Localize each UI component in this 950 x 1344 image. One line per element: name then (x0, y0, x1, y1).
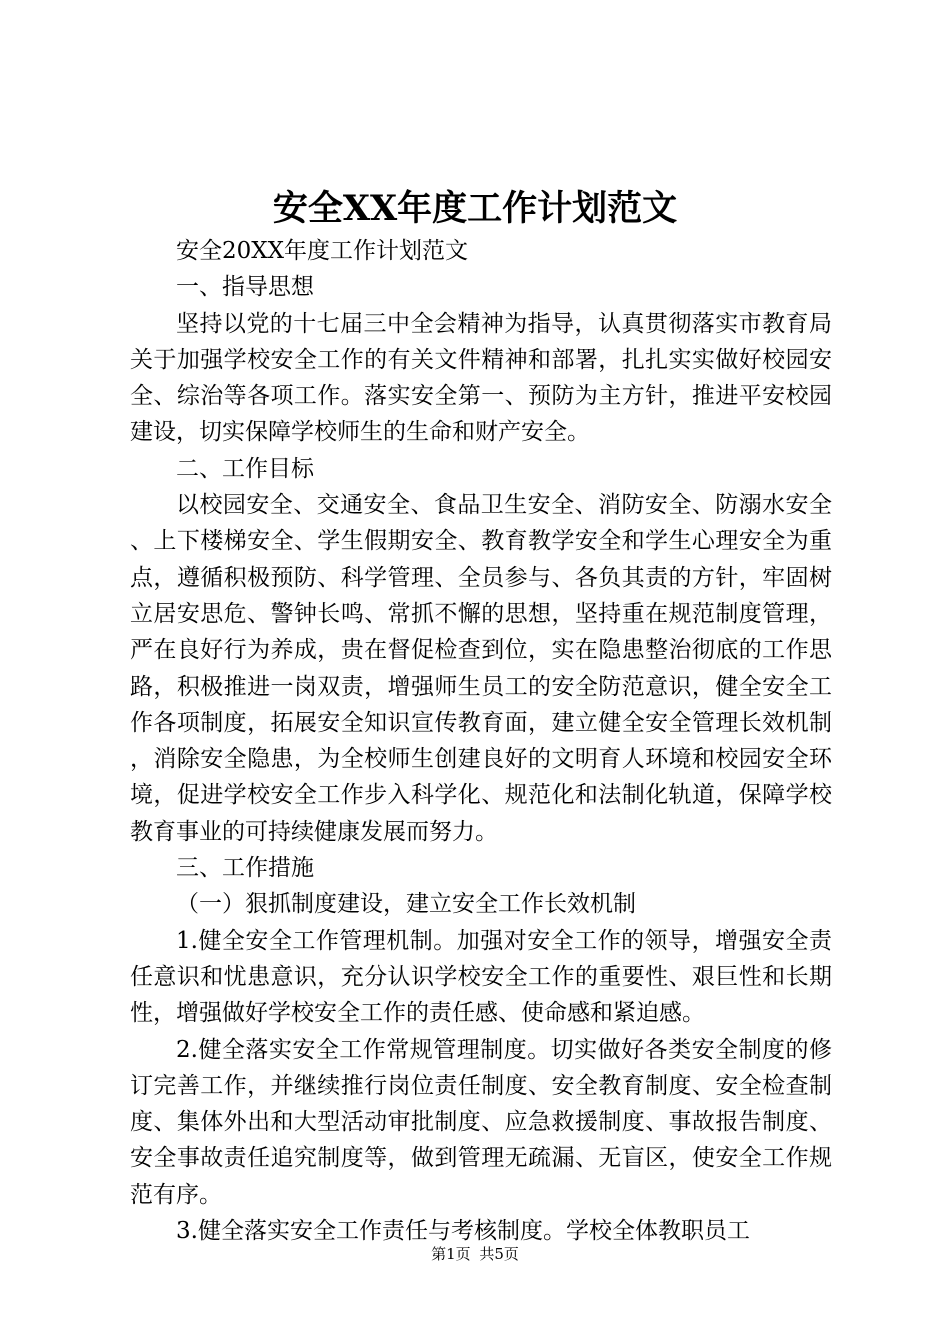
page-total: 共5页 (479, 1245, 519, 1263)
document-body (130, 233, 832, 1249)
subsection-heading: （一）狠抓制度建设，建立安全工作长效机制 (176, 891, 636, 918)
body-paragraph: 坚持以党的十七届三中全会精神为指导，认真贯彻落实市教育局关于加强学校安全工作的有关文件精神和部署，扎扎实实做好校园安全、综治等各项工作。落实安全第一、预防为主方针，推进平安校园建设，切实保障学校师生的生命和财产安全。 (130, 310, 832, 446)
body-paragraph: 以校园安全、交通安全、食品卫生安全、消防安全、防溺水安全、上下楼梯安全、学生假期安全、教育教学安全和学生心理安全为重点，遵循积极预防、科学管理、全员参与、各负其责的方针，牢固树立居安思危、警钟长鸣、常抓不懈的思想，坚持重在规范制度管理，严在良好行为养成，贵在督促检查到位，实在隐患整治彻底的工作思路，积极推进一岗双责，增强师生员工的安全防范意识，健全安全工作各项制度，拓展安全知识宣传教育面，建立健全安全管理长效机制，消除安全隐患，为全校师生创建良好的文明育人环境和校园安全环境，促进学校安全工作步入科学化、规范化和法制化轨道，保障学校教育事业的可持续健康发展而努力。 (130, 492, 832, 845)
document-title: 安全XX年度工作计划范文 (272, 188, 678, 229)
section-heading-work-goals: 二、工作目标 (176, 455, 314, 482)
section-heading-work-measures: 三、工作措施 (176, 855, 314, 882)
page-footer (0, 1244, 950, 1264)
numbered-paragraph: 3.健全落实安全工作责任与考核制度。学校全体教职员工 (176, 1218, 750, 1245)
section-heading-guiding-ideology: 一、指导思想 (176, 274, 314, 301)
subtitle-paragraph: 安全20XX年度工作计划范文 (176, 238, 469, 264)
page-number: 第1页 (431, 1245, 471, 1263)
numbered-paragraph: 1.健全安全工作管理机制。加强对安全工作的领导，增强安全责任意识和忧患意识，充分认识学校安全工作的重要性、艰巨性和长期性，增强做好学校安全工作的责任感、使命感和紧迫感。 (130, 927, 832, 1027)
numbered-paragraph: 2.健全落实安全工作常规管理制度。切实做好各类安全制度的修订完善工作，并继续推行岗位责任制度、安全教育制度、安全检查制度、集体外出和大型活动审批制度、应急救援制度、事故报告制度、安全事故责任追究制度等，做到管理无疏漏、无盲区，使安全工作规范有序。 (130, 1036, 832, 1208)
